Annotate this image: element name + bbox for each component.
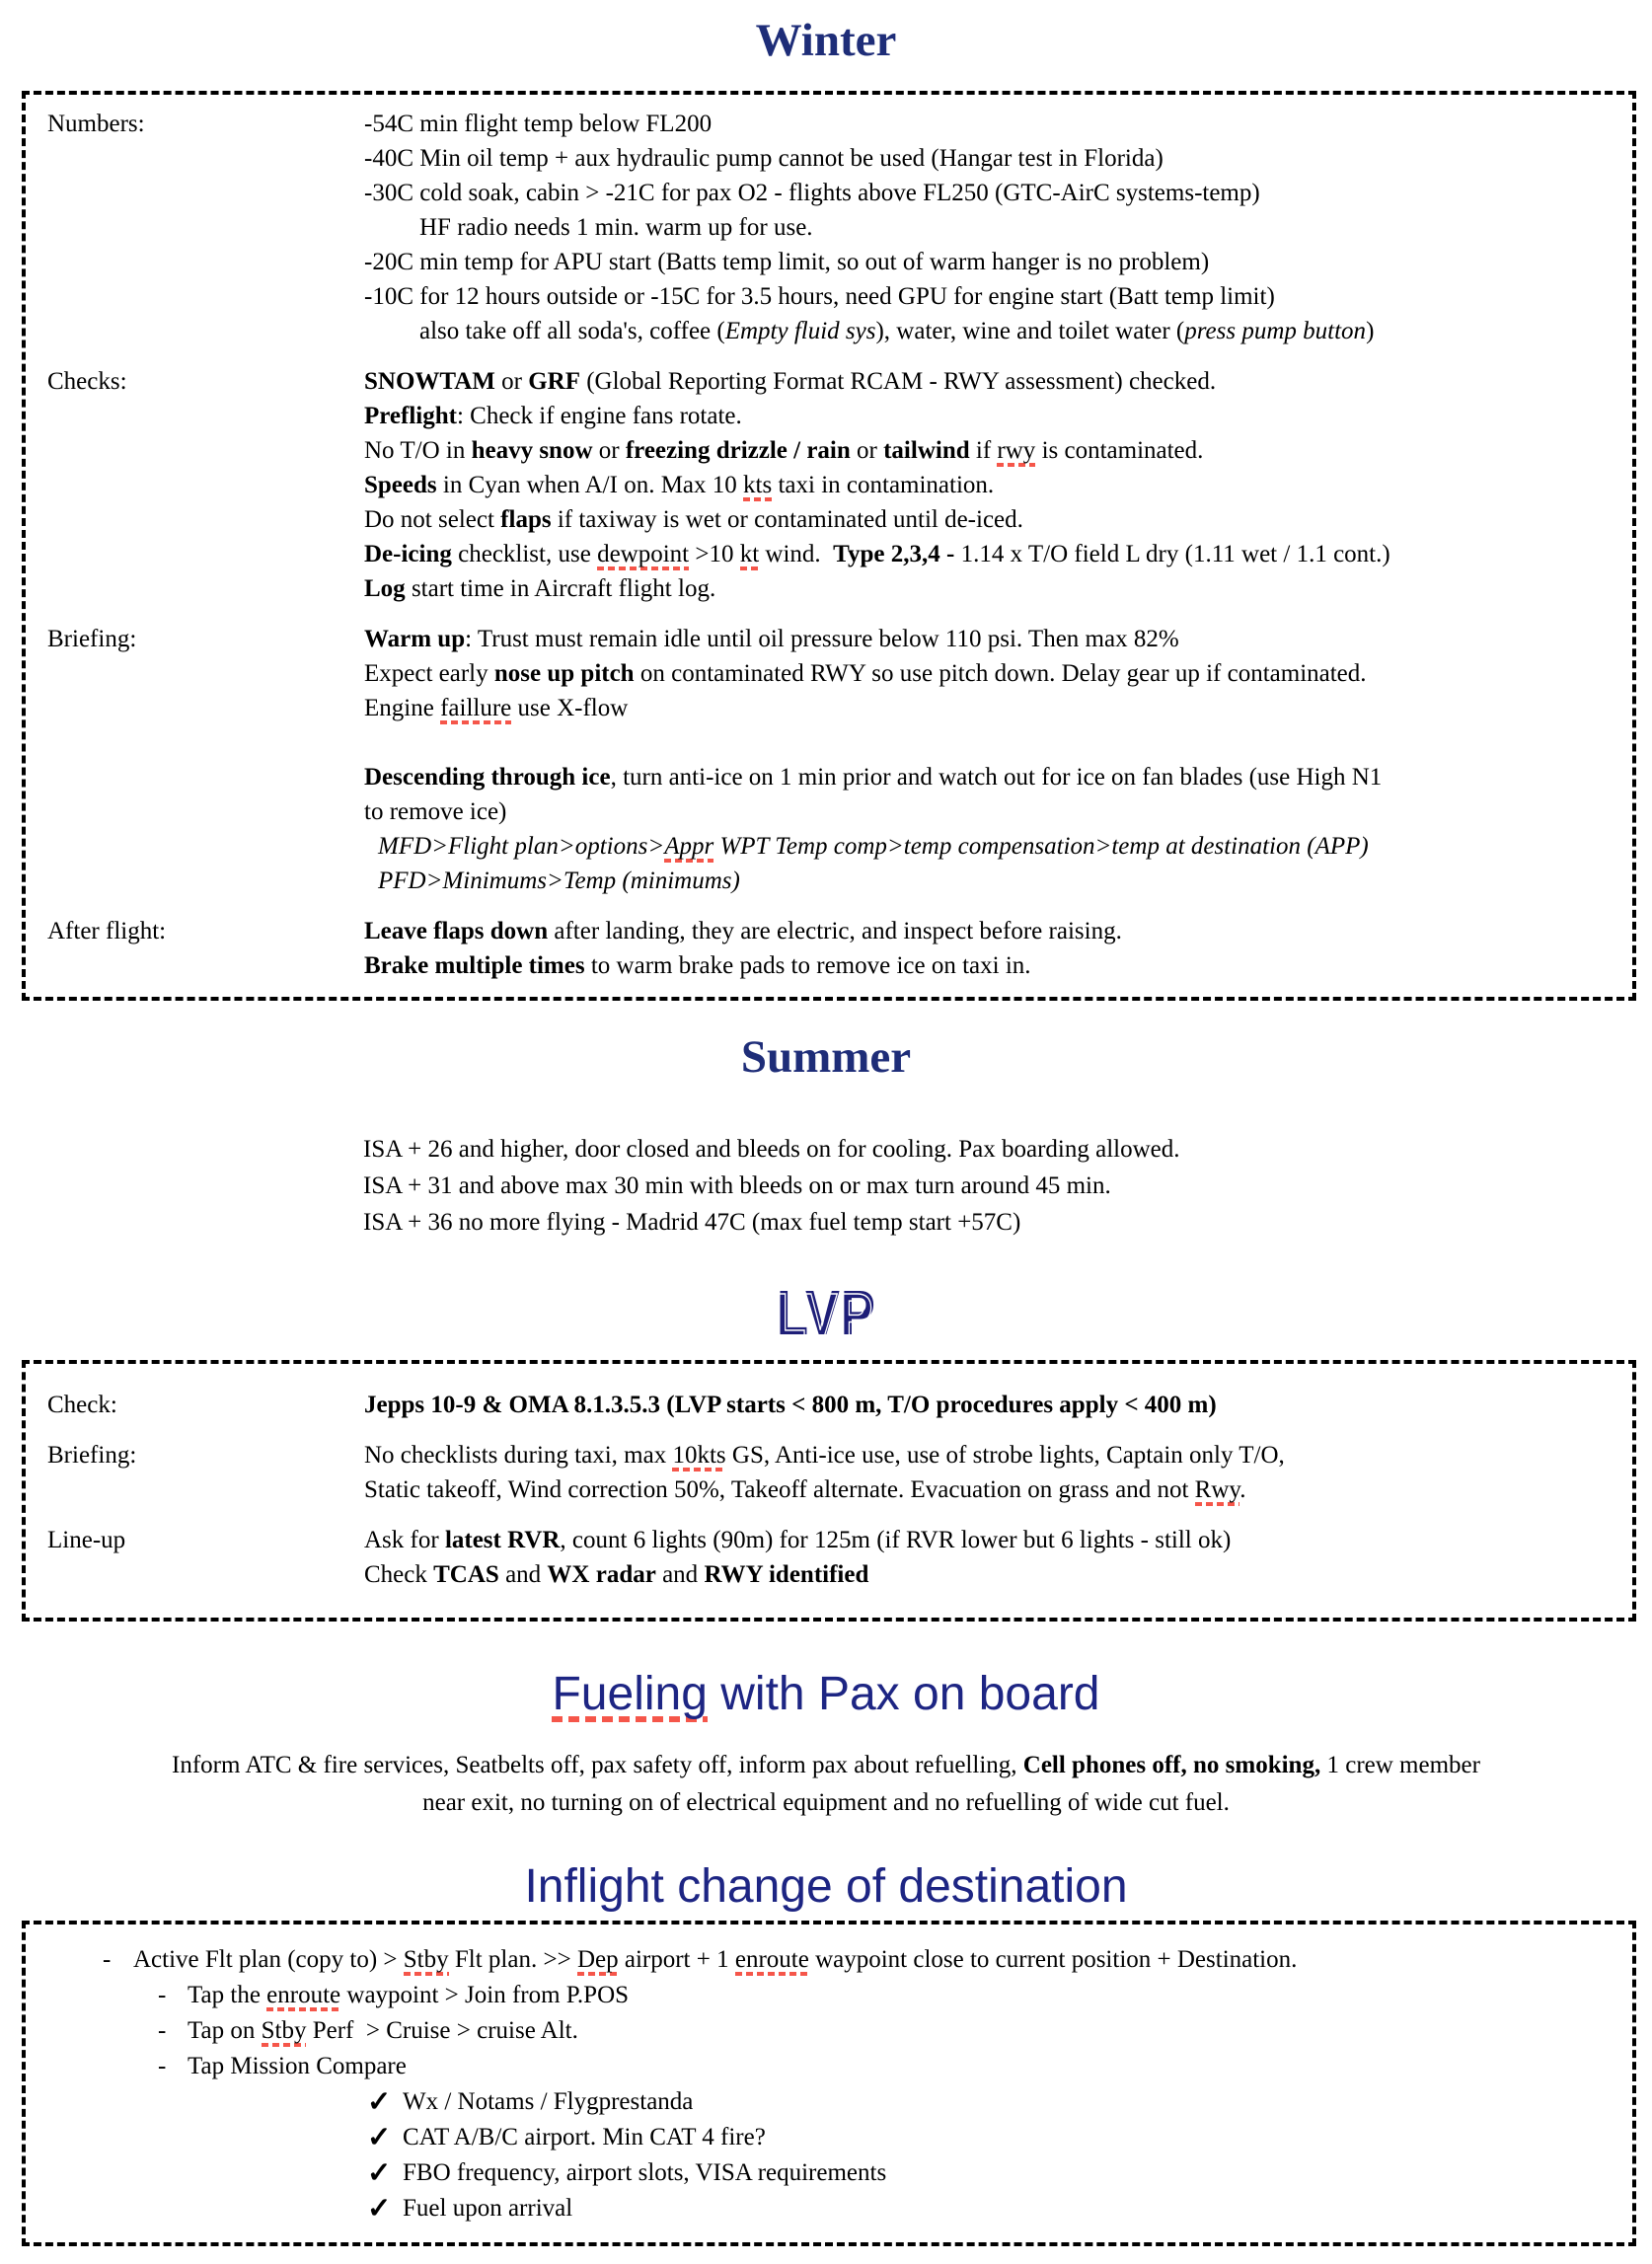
list-item bbox=[26, 2013, 1620, 2049]
text-segment: Type 2,3,4 - bbox=[833, 541, 955, 567]
text-segment: ), water, wine and toilet water ( bbox=[875, 318, 1185, 344]
text-line bbox=[364, 245, 1620, 279]
text-segment: Stby bbox=[404, 1946, 449, 1976]
text-segment: (Global Reporting Format RCAM - RWY assessment) checked. bbox=[579, 368, 1217, 395]
text-segment: 1.14 x T/O field L dry (1.11 wet / 1.1 cont.) bbox=[954, 541, 1390, 567]
list-item bbox=[26, 2191, 1620, 2226]
text-segment: Ask for bbox=[364, 1527, 445, 1553]
list-item bbox=[26, 2049, 1620, 2084]
text-segment: or bbox=[592, 437, 626, 464]
text-segment: kts bbox=[743, 472, 772, 501]
text-line bbox=[364, 537, 1620, 571]
text-segment: RWY identified bbox=[704, 1561, 869, 1588]
lvp-title-text: LVP LVP bbox=[777, 1280, 876, 1345]
list-item bbox=[26, 2155, 1620, 2191]
text-line bbox=[364, 399, 1620, 433]
checklist-row bbox=[47, 364, 1620, 606]
text-segment: : Check if engine fans rotate. bbox=[456, 403, 742, 429]
text-segment: Empty fluid sys bbox=[724, 318, 876, 344]
text-line bbox=[363, 1168, 1652, 1204]
text-line bbox=[364, 279, 1620, 314]
text-line bbox=[364, 141, 1620, 176]
lvp-checklist-box bbox=[22, 1360, 1636, 1622]
text-segment: and bbox=[498, 1561, 548, 1588]
text-line bbox=[364, 433, 1620, 468]
row-label: Check: bbox=[47, 1392, 117, 1418]
row-label: Briefing: bbox=[47, 626, 137, 652]
text-segment: latest RVR bbox=[444, 1527, 561, 1553]
text-line bbox=[364, 864, 1620, 898]
row-label: Briefing: bbox=[47, 1442, 137, 1469]
text-segment: Check bbox=[364, 1561, 434, 1588]
winter-checklist-box bbox=[22, 91, 1636, 1001]
text-line bbox=[364, 914, 1620, 948]
inflight-change-box bbox=[22, 1921, 1636, 2246]
text-segment: kt bbox=[740, 541, 759, 570]
text-segment: Leave flaps down bbox=[364, 918, 549, 944]
text-segment: or bbox=[494, 368, 529, 395]
text-segment: No T/O in bbox=[364, 437, 472, 464]
text-segment: Static takeoff, Wind correction 50%, Takeoff alternate. Evacuation on grass and not bbox=[364, 1476, 1195, 1503]
text-segment: -30C cold soak, cabin > -21C for pax O2 - flights above FL250 (GTC-AirC systems-temp) bbox=[364, 180, 1260, 206]
text-segment: De-icing bbox=[364, 541, 452, 567]
text-segment: in Cyan when A/I on. Max 10 bbox=[436, 472, 744, 498]
row-content bbox=[364, 107, 1620, 348]
text-segment: Log bbox=[364, 575, 406, 602]
text-segment: ISA + 26 and higher, door closed and bleeds on for cooling. Pax boarding allowed. bbox=[363, 1136, 1180, 1163]
text-line bbox=[364, 1472, 1620, 1507]
text-line bbox=[0, 1747, 1652, 1784]
row-content bbox=[364, 1438, 1620, 1507]
text-segment: nose up pitch bbox=[493, 660, 635, 687]
text-segment: PFD>Minimums>Temp (minimums) bbox=[378, 868, 740, 894]
text-segment: Warm up bbox=[364, 626, 466, 652]
text-segment: HF radio needs 1 min. warm up for use. bbox=[419, 214, 813, 241]
text-segment: on contaminated RWY so use pitch down. Delay gear up if contaminated. bbox=[634, 660, 1367, 687]
text-segment: also take off all soda's, coffee ( bbox=[419, 318, 725, 344]
text-segment: WX radar bbox=[547, 1561, 656, 1588]
text-line bbox=[364, 502, 1620, 537]
text-segment: start time in Aircraft flight log. bbox=[405, 575, 716, 602]
text-segment: ISA + 36 no more flying - Madrid 47C (max fuel temp start +57C) bbox=[363, 1209, 1021, 1236]
text-line bbox=[364, 760, 1620, 794]
checklist-row bbox=[47, 107, 1620, 348]
text-segment: taxi in contamination. bbox=[772, 472, 995, 498]
text-line bbox=[363, 1204, 1652, 1241]
summer-notes bbox=[363, 1131, 1652, 1241]
list-item bbox=[26, 1942, 1620, 1978]
inflight-title: Inflight change of destination bbox=[524, 1860, 1128, 1913]
text-segment: flaps bbox=[500, 506, 552, 533]
text-line bbox=[364, 691, 1620, 725]
text-segment: Expect early bbox=[364, 660, 494, 687]
text-segment: Tap Mission Compare bbox=[188, 2053, 407, 2079]
text-line bbox=[364, 176, 1620, 210]
dash-bullet-icon: - bbox=[158, 1982, 167, 2008]
text-segment: after landing, they are electric, and inspect before raising. bbox=[548, 918, 1122, 944]
text-line bbox=[364, 468, 1620, 502]
text-segment: dewpoint bbox=[597, 541, 689, 570]
text-segment: CAT A/B/C airport. Min CAT 4 fire? bbox=[403, 2124, 766, 2151]
text-segment: wind. bbox=[759, 541, 834, 567]
text-line bbox=[364, 829, 1620, 864]
text-line bbox=[364, 314, 1620, 348]
text-line bbox=[364, 210, 1620, 245]
row-label: Line-up bbox=[47, 1527, 126, 1553]
text-segment: Appr bbox=[664, 833, 713, 863]
text-segment: faillure bbox=[440, 695, 511, 724]
text-segment: checklist, use bbox=[451, 541, 598, 567]
checklist-row bbox=[47, 1523, 1620, 1592]
checklist-row bbox=[47, 1388, 1620, 1422]
dash-bullet-icon: - bbox=[158, 2053, 167, 2079]
text-segment: Engine bbox=[364, 695, 441, 721]
text-segment: and bbox=[655, 1561, 705, 1588]
checklist-row bbox=[47, 1438, 1620, 1507]
row-label: Checks: bbox=[47, 368, 127, 395]
text-segment: is contaminated. bbox=[1035, 437, 1204, 464]
text-segment: to remove ice) bbox=[364, 798, 507, 825]
text-segment: WPT Temp comp>temp compensation>temp at destination (APP) bbox=[713, 833, 1369, 860]
text-segment: freezing drizzle / rain bbox=[625, 437, 851, 464]
text-line bbox=[364, 794, 1620, 829]
text-segment: Cell phones off, no smoking, bbox=[1022, 1752, 1321, 1778]
text-segment: if taxiway is wet or contaminated until de-iced. bbox=[551, 506, 1023, 533]
text-segment: Tap the bbox=[188, 1982, 267, 2008]
list-item bbox=[26, 1978, 1620, 2013]
winter-title: Winter bbox=[755, 15, 897, 66]
text-segment: SNOWTAM bbox=[364, 368, 495, 395]
text-segment: ) bbox=[1366, 318, 1375, 344]
row-content bbox=[364, 1388, 1620, 1422]
check-icon: ✓ bbox=[367, 2157, 392, 2189]
text-line bbox=[364, 1523, 1620, 1557]
text-segment: Tap on bbox=[188, 2017, 262, 2044]
text-segment: with Pax on board bbox=[707, 1668, 1100, 1720]
list-item bbox=[26, 2120, 1620, 2155]
dash-bullet-icon: - bbox=[158, 2017, 167, 2044]
text-segment: Stby bbox=[262, 2017, 307, 2047]
row-content bbox=[364, 622, 1620, 898]
checklist-row bbox=[47, 622, 1620, 898]
text-segment: : Trust must remain idle until oil pressure below 110 psi. Then max 82% bbox=[465, 626, 1179, 652]
text-segment: , turn anti-ice on 1 min prior and watch out for ice on fan blades (use High N1 bbox=[610, 764, 1383, 791]
text-segment: 10kts bbox=[672, 1442, 725, 1472]
text-segment: to warm brake pads to remove ice on taxi in. bbox=[584, 952, 1031, 979]
text-segment: airport + 1 bbox=[618, 1946, 735, 1973]
text-line bbox=[364, 364, 1620, 399]
text-segment: Inform ATC & fire services, Seatbelts off, pax safety off, inform pax about refuelling, bbox=[172, 1752, 1023, 1778]
text-segment: Preflight bbox=[364, 403, 457, 429]
text-segment: TCAS bbox=[433, 1561, 499, 1588]
text-line bbox=[364, 1388, 1620, 1422]
text-segment: Do not select bbox=[364, 506, 501, 533]
text-segment: Fueling bbox=[552, 1668, 707, 1724]
text-segment: -20C min temp for APU start (Batts temp limit, so out of warm hanger is no problem) bbox=[364, 249, 1210, 275]
summer-title: Summer bbox=[740, 1031, 912, 1083]
text-segment: rwy bbox=[997, 437, 1035, 467]
dash-bullet-icon: - bbox=[103, 1946, 112, 1973]
text-segment: Active Flt plan (copy to) > bbox=[133, 1946, 404, 1973]
checklist-row bbox=[47, 914, 1620, 983]
text-segment: No checklists during taxi, max bbox=[364, 1442, 673, 1469]
text-segment: Descending through ice bbox=[364, 764, 611, 791]
text-segment: or bbox=[850, 437, 884, 464]
text-line bbox=[364, 656, 1620, 691]
text-line bbox=[364, 622, 1620, 656]
list-item bbox=[26, 2084, 1620, 2120]
text-segment: waypoint > Join from P.POS bbox=[340, 1982, 630, 2008]
text-line bbox=[364, 1438, 1620, 1472]
check-icon: ✓ bbox=[367, 2086, 392, 2118]
fueling-title bbox=[0, 1667, 1652, 1721]
row-label: After flight: bbox=[47, 918, 167, 944]
row-content bbox=[364, 1523, 1620, 1592]
text-segment: . bbox=[1239, 1476, 1246, 1503]
text-segment: Rwy bbox=[1195, 1476, 1240, 1506]
text-line bbox=[363, 1131, 1652, 1168]
text-segment: ISA + 31 and above max 30 min with bleeds on or max turn around 45 min. bbox=[363, 1172, 1111, 1199]
text-segment: enroute bbox=[266, 1982, 340, 2011]
text-segment: waypoint close to current position + Destination. bbox=[808, 1946, 1298, 1973]
text-segment: MFD>Flight plan>options> bbox=[378, 833, 665, 860]
text-line bbox=[364, 1557, 1620, 1592]
text-segment: heavy snow bbox=[471, 437, 593, 464]
text-segment: Perf > Cruise > cruise Alt. bbox=[306, 2017, 578, 2044]
text-line bbox=[364, 107, 1620, 141]
text-segment: Speeds bbox=[364, 472, 437, 498]
text-line bbox=[364, 571, 1620, 606]
text-line bbox=[364, 725, 1620, 760]
text-segment: 1 crew member bbox=[1320, 1752, 1480, 1778]
check-icon: ✓ bbox=[367, 2193, 392, 2225]
text-segment: press pump button bbox=[1184, 318, 1367, 344]
text-line bbox=[364, 948, 1620, 983]
text-segment: FBO frequency, airport slots, VISA requirements bbox=[403, 2159, 887, 2186]
row-label: Numbers: bbox=[47, 111, 145, 137]
text-segment: , count 6 lights (90m) for 125m (if RVR lower but 6 lights - still ok) bbox=[560, 1527, 1232, 1553]
text-segment: Wx / Notams / Flygprestanda bbox=[403, 2088, 694, 2115]
lvp-title bbox=[0, 1277, 1652, 1350]
text-line bbox=[0, 1784, 1652, 1822]
check-icon: ✓ bbox=[367, 2122, 392, 2153]
text-segment: GRF bbox=[528, 368, 580, 395]
text-segment: >10 bbox=[689, 541, 740, 567]
text-segment: Flt plan. >> bbox=[448, 1946, 577, 1973]
text-segment: Fuel upon arrival bbox=[403, 2195, 573, 2222]
text-segment: -54C min flight temp below FL200 bbox=[364, 111, 713, 137]
fueling-paragraph bbox=[0, 1747, 1652, 1822]
text-segment: -40C Min oil temp + aux hydraulic pump cannot be used (Hangar test in Florida) bbox=[364, 145, 1164, 172]
text-segment: if bbox=[969, 437, 998, 464]
text-segment: -10C for 12 hours outside or -15C for 3.5 hours, need GPU for engine start (Batt temp limit) bbox=[364, 283, 1275, 310]
text-segment: use X-flow bbox=[511, 695, 629, 721]
text-segment: Jepps 10-9 & OMA 8.1.3.5.3 (LVP starts < 800 m, T/O procedures apply < 400 m) bbox=[364, 1392, 1217, 1418]
text-segment: GS, Anti-ice use, use of strobe lights, Captain only T/O, bbox=[725, 1442, 1285, 1469]
text-segment: Dep bbox=[577, 1946, 619, 1976]
text-segment: enroute bbox=[735, 1946, 809, 1976]
row-content bbox=[364, 364, 1620, 606]
text-segment: near exit, no turning on of electrical equipment and no refuelling of wide cut fuel. bbox=[422, 1789, 1230, 1816]
text-segment: tailwind bbox=[883, 437, 970, 464]
text-segment: Brake multiple times bbox=[364, 952, 585, 979]
row-content bbox=[364, 914, 1620, 983]
